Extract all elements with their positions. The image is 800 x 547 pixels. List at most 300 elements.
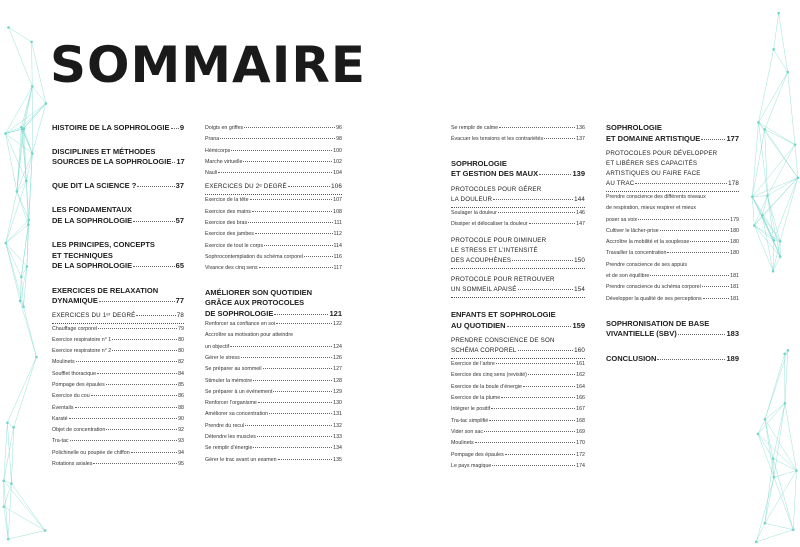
toc-page-number: 133 (333, 434, 342, 441)
network-node (44, 529, 47, 532)
toc-item (451, 393, 585, 404)
network-line (6, 243, 21, 277)
toc-heading (606, 123, 739, 144)
toc-item (52, 346, 184, 357)
dot-leader (97, 373, 177, 374)
toc-entry-label: Renforcer sa confiance en soi (205, 321, 276, 328)
dot-leader (255, 233, 333, 234)
toc-page-number: 111 (333, 220, 342, 227)
network-line (765, 471, 797, 524)
network-node (792, 528, 795, 531)
network-node (763, 128, 766, 131)
toc-page-number: 106 (331, 183, 342, 191)
dot-leader (690, 241, 729, 242)
toc-subheading (451, 236, 585, 269)
toc-entry-row (205, 353, 342, 364)
toc-page-number: 57 (175, 215, 184, 225)
toc-entry-row (205, 342, 342, 353)
toc-page-number: 116 (333, 253, 342, 260)
toc-entry-line: PROTOCOLE POUR DIMINUER (451, 237, 547, 245)
toc-entry-row (451, 461, 585, 472)
toc-item (606, 282, 739, 293)
toc-page-number: 80 (178, 336, 184, 343)
toc-page-number: 179 (730, 216, 739, 223)
dot-leader (523, 386, 575, 387)
dot-leader (253, 447, 332, 448)
dot-leader (501, 397, 575, 398)
network-line (765, 459, 773, 524)
toc-entry-row (205, 229, 342, 240)
dot-leader (218, 172, 332, 173)
toc-entry-label: Exercice de la tête (205, 197, 249, 204)
dot-leader (484, 431, 575, 432)
network-node (28, 218, 31, 221)
network-node (10, 482, 13, 485)
toc-entry-label: Gérer le trac avant un examen (205, 456, 277, 463)
dot-leader (518, 289, 573, 290)
toc-entry-label: ET DOMAINE ARTISTIQUE (606, 133, 701, 143)
toc-entry-label: Exercice des jambes (205, 231, 254, 238)
toc-entry-label: DE LA SOPHROLOGIE (52, 261, 133, 270)
toc-entry-line: SOPHRONISATION DE BASE (606, 318, 710, 328)
toc-entry-label: Se préparer au sommeil (205, 366, 262, 373)
toc-entry-row (451, 416, 585, 427)
toc-entry-row (451, 370, 585, 381)
toc-entry-label: ET GESTION DES MAUX (451, 169, 539, 179)
toc-heading (52, 240, 184, 272)
toc-heading (205, 288, 342, 320)
dot-leader (248, 222, 333, 223)
network-line (7, 423, 11, 484)
toc-subheading (451, 275, 585, 298)
network-line (765, 354, 785, 420)
dot-leader (70, 440, 178, 441)
toc-page-number: 98 (336, 136, 342, 143)
toc-entry-row (205, 387, 342, 398)
network-line (32, 42, 33, 87)
dot-leader (638, 219, 729, 220)
toc-entry-row (205, 168, 342, 179)
toc-page-number: 130 (333, 400, 342, 407)
toc-entry-label: Hémicorps (205, 147, 231, 154)
toc-entry-label: QUE DIT LA SCIENCE ? (52, 180, 137, 190)
dot-leader (498, 212, 575, 213)
toc-entry-row (451, 450, 585, 461)
toc-item (205, 146, 342, 157)
toc-entry-row (451, 427, 585, 438)
dot-leader (241, 357, 332, 358)
dot-leader (491, 408, 575, 409)
network-line (752, 178, 798, 197)
network-line (768, 145, 795, 196)
toc-entry-label: Rotations axiales (52, 461, 93, 468)
toc-page-number: 84 (178, 370, 184, 377)
toc-entry-label: Prendre conscience du schéma corporel (606, 284, 701, 291)
toc-page-number: 104 (333, 170, 342, 177)
network-node (16, 190, 19, 193)
network-line (752, 145, 795, 197)
toc-item (205, 263, 342, 274)
toc-item (52, 324, 184, 335)
toc-page-number: 77 (175, 296, 184, 305)
toc-entry-row (52, 157, 184, 168)
toc-entry-label: Exercice respiratoire n° 1 (52, 336, 112, 343)
toc-entry-row (52, 216, 184, 227)
network-node (783, 353, 786, 356)
toc-heading (52, 181, 184, 192)
toc-column-4 (606, 123, 739, 364)
toc-entry-row (205, 443, 342, 454)
toc-item (451, 359, 585, 370)
network-node (761, 214, 764, 217)
network-node (31, 85, 34, 88)
dot-leader (253, 380, 332, 381)
toc-entry-label: Tra-tac (52, 438, 69, 445)
dot-leader (667, 252, 729, 253)
toc-entry-row (205, 134, 342, 145)
network-node (2, 479, 5, 482)
toc-page-number: 169 (576, 428, 585, 435)
dot-leader (475, 442, 575, 443)
toc-page-number: 17 (176, 157, 185, 166)
toc-entry-label: HISTOIRE DE LA SOPHROLOGIE (52, 123, 170, 132)
toc-entry-row (606, 282, 739, 293)
toc-entry-line: PROTOCOLES POUR GÉRER (451, 185, 542, 193)
network-line (6, 86, 33, 133)
toc-item (205, 229, 342, 240)
network-line (788, 72, 795, 145)
dot-leader (273, 391, 332, 392)
toc-item (606, 192, 739, 226)
toc-entry-row (205, 319, 342, 330)
toc-entry-row (606, 271, 739, 282)
toc-entry-line: ARTISTIQUES OU FAIRE FACE (606, 170, 701, 177)
toc-page-number: 178 (728, 180, 739, 187)
dot-leader (112, 339, 177, 340)
toc-subheading (451, 336, 585, 359)
toc-entry-row (205, 146, 342, 157)
network-node (21, 128, 24, 131)
network-line (785, 403, 797, 470)
toc-entry-row (451, 219, 585, 230)
toc-page-number: 146 (576, 209, 585, 216)
toc-heading (52, 205, 184, 226)
network-node (30, 41, 33, 44)
toc-entry-row (52, 391, 184, 402)
network-line (759, 72, 788, 122)
dot-leader (276, 323, 332, 324)
toc-entry-row (451, 404, 585, 415)
toc-page-number: 126 (333, 354, 342, 361)
toc-entry-row (606, 329, 739, 340)
toc-entry-label: EXERCICES DU 1ᵉʳ DEGRÉ (52, 311, 136, 319)
toc-page-number: 181 (730, 284, 739, 291)
toc-page-number: 161 (576, 361, 585, 368)
toc-page-number: 95 (178, 461, 184, 468)
network-line (8, 27, 31, 42)
toc-item (205, 218, 342, 229)
toc-entry-row (52, 311, 184, 321)
toc-item (205, 432, 342, 443)
toc-entry-line: ET LIBÉRER SES CAPACITÉS (606, 160, 698, 167)
dot-leader (245, 425, 332, 426)
toc-subheading (606, 149, 739, 192)
network-line (8, 27, 32, 86)
dot-leader (98, 328, 177, 329)
toc-item (205, 134, 342, 145)
toc-entry-label: Accroître la mobilité et la souplesse (606, 239, 690, 246)
network-line (17, 181, 26, 192)
toc-heading (52, 147, 184, 168)
toc-entry-row (52, 324, 184, 335)
toc-item (205, 123, 342, 134)
toc-page-number: 128 (333, 377, 342, 384)
toc-entry-row (451, 285, 585, 295)
toc-entry-label: Exercice des bras (205, 220, 248, 227)
toc-entry-label: Exercice de tout le corps (205, 242, 263, 249)
toc-page-number: 174 (576, 462, 585, 469)
network-line (765, 72, 788, 129)
dot-leader (496, 363, 575, 364)
toc-item (205, 376, 342, 387)
network-line (752, 197, 754, 226)
toc-entry-label: Pompage des épaules (451, 451, 504, 458)
toc-entry-label: Exercice du cou (52, 393, 90, 400)
dot-leader (507, 326, 572, 327)
toc-entry-label: Karaté (52, 415, 68, 422)
toc-entry-label: Améliorer sa concentration (205, 411, 269, 418)
toc-entry-line: LES PRINCIPES, CONCEPTS (52, 240, 155, 249)
toc-entry-label: Vider son sac (451, 428, 483, 435)
toc-entry-line: de respiration, mieux respirer et mieux (606, 205, 697, 212)
toc-page-number: 112 (333, 231, 342, 238)
network-node (797, 176, 800, 179)
toc-entry-label: UN SOMMEIL APAISÉ (451, 286, 517, 294)
network-node (779, 255, 782, 258)
toc-entry-label: Éventails (52, 404, 74, 411)
network-line (752, 129, 764, 196)
dot-leader (220, 138, 335, 139)
toc-entry-line: LES FONDAMENTAUX (52, 205, 132, 214)
toc-entry-row (451, 382, 585, 393)
toc-entry-row (205, 207, 342, 218)
dot-leader (304, 256, 332, 257)
network-line (20, 301, 36, 357)
dot-leader (499, 127, 575, 128)
network-line (756, 530, 793, 542)
dot-leader (657, 359, 725, 360)
toc-entry-row (606, 215, 739, 226)
toc-entry-row (52, 414, 184, 425)
toc-entry-row (606, 226, 739, 237)
network-line (23, 86, 33, 129)
dot-leader (75, 407, 178, 408)
toc-entry-label: Prana (205, 136, 220, 143)
network-line (8, 531, 45, 540)
toc-entry-row (205, 364, 342, 375)
dot-leader (171, 128, 179, 129)
toc-item (52, 335, 184, 346)
network-line (21, 103, 45, 127)
toc-entry-label: AU TRAC (606, 180, 635, 187)
network-node (751, 196, 754, 199)
toc-item (451, 219, 585, 230)
dot-leader (258, 402, 332, 403)
network-node (773, 476, 776, 479)
toc-page-number: 79 (178, 325, 184, 332)
toc-page-number: 180 (730, 239, 739, 246)
dot-leader (539, 174, 571, 175)
network-node (26, 265, 29, 268)
toc-item (205, 443, 342, 454)
toc-entry-line: GRÂCE AUX PROTOCOLES (205, 298, 305, 308)
toc-item (52, 436, 184, 447)
toc-heading (606, 354, 739, 365)
toc-page-number: 160 (574, 347, 585, 355)
dot-leader (106, 384, 177, 385)
toc-item (451, 370, 585, 381)
network-line (758, 419, 765, 434)
toc-page-number: 164 (576, 383, 585, 390)
network-node (784, 402, 787, 405)
dot-leader (231, 150, 332, 151)
toc-page-number: 137 (576, 136, 585, 143)
toc-entry-label: Soulager la douleur (451, 209, 497, 216)
network-node (22, 305, 25, 308)
toc-entry-row (205, 195, 342, 206)
toc-item (606, 226, 739, 237)
toc-entry-label: SOURCES DE LA SOPHROLOGIE (52, 157, 172, 166)
toc-page-number: 135 (333, 456, 342, 463)
dot-leader (93, 463, 177, 464)
toc-item (205, 330, 342, 353)
dot-leader (230, 346, 332, 347)
network-line (11, 427, 13, 483)
toc-page-number: 65 (175, 261, 184, 270)
dot-leader (257, 436, 332, 437)
toc-page-number: 150 (574, 257, 585, 265)
toc-entry-row (451, 256, 585, 266)
toc-entry-row (52, 357, 184, 368)
network-node (31, 152, 34, 155)
toc-page-number: 102 (333, 158, 342, 165)
network-line (6, 243, 20, 301)
dot-leader (544, 138, 575, 139)
toc-entry-row (606, 248, 739, 259)
toc-entry-label: VIVANTIELLE (SBV) (606, 329, 677, 339)
toc-entry-label: Renforcer l’organisme (205, 400, 257, 407)
toc-entry-line: DISCIPLINES ET MÉTHODES (52, 146, 156, 156)
dot-leader (91, 395, 177, 396)
toc-item (52, 448, 184, 459)
dot-leader (112, 350, 177, 351)
network-node (19, 300, 22, 303)
toc-item (451, 461, 585, 472)
network-node (45, 102, 48, 105)
toc-entry-label: Évacuer les tensions et les contrariétés (451, 136, 544, 143)
toc-page-number: 181 (730, 295, 739, 302)
toc-entry-label: Intégrer le positif (451, 406, 491, 413)
toc-item (451, 208, 585, 219)
toc-entry-row (52, 436, 184, 447)
network-line (774, 13, 779, 49)
toc-item (606, 248, 739, 259)
dot-leader (274, 314, 328, 315)
toc-entry-label: DYNAMIQUE (52, 296, 98, 305)
toc-page-number: 124 (333, 343, 342, 350)
toc-item (52, 414, 184, 425)
dot-leader (493, 199, 573, 200)
network-line (24, 267, 27, 307)
toc-entry-label: Nauli (205, 170, 218, 177)
toc-page-number: 94 (178, 449, 184, 456)
dot-leader (243, 161, 332, 162)
toc-page-number: 92 (178, 427, 184, 434)
toc-entry-row (606, 179, 739, 189)
toc-item (451, 123, 585, 134)
network-node (7, 538, 10, 541)
toc-entry-label: Exercice de l’arbre (451, 361, 495, 368)
network-node (766, 194, 769, 197)
toc-entry-label: Prendre du recul (205, 422, 245, 429)
toc-entry-label: Doigts en griffes (205, 125, 244, 131)
network-line (759, 49, 774, 122)
toc-heading (52, 286, 184, 307)
dot-leader (650, 275, 729, 276)
toc-entry-row (205, 421, 342, 432)
toc-page-number: 117 (333, 265, 342, 272)
dot-leader (512, 260, 573, 261)
toc-item (205, 353, 342, 364)
dot-leader (518, 350, 573, 351)
toc-entry-line: PROTOCOLE POUR RETROUVER (451, 276, 555, 284)
toc-heading (606, 319, 739, 340)
toc-entry-row (451, 321, 585, 332)
network-line (17, 129, 23, 191)
network-node (6, 421, 9, 424)
dot-leader (244, 127, 335, 128)
toc-entry-row (52, 380, 184, 391)
toc-page-number: 147 (576, 220, 585, 227)
network-node (27, 223, 30, 226)
toc-page-number: 139 (572, 169, 585, 179)
dot-leader (660, 230, 729, 231)
toc-page-number: 37 (175, 180, 184, 190)
toc-item (205, 387, 342, 398)
toc-item (205, 364, 342, 375)
network-node (786, 71, 789, 74)
network-node (757, 433, 760, 436)
toc-page-number: 170 (576, 440, 585, 447)
dot-leader (131, 452, 177, 453)
toc-page-number: 122 (333, 321, 342, 328)
toc-entry-line: Accroître sa motivation pour atteindre (205, 332, 294, 339)
toc-item (52, 357, 184, 368)
dot-leader (137, 186, 174, 187)
dot-leader (99, 301, 175, 302)
toc-entry-row (606, 354, 739, 365)
toc-page-number: 168 (576, 417, 585, 424)
network-line (7, 357, 36, 423)
toc-entry-label: Polichinelle ou poupée de chiffon (52, 449, 130, 456)
toc-entry-label: CONCLUSION (606, 353, 657, 363)
toc-page-number: 86 (178, 393, 184, 400)
dot-leader (703, 298, 729, 299)
network-line (765, 477, 774, 523)
toc-entry-row (205, 432, 342, 443)
toc-entry-label: Vivance des cinq sens (205, 265, 258, 272)
toc-entry-row (451, 438, 585, 449)
